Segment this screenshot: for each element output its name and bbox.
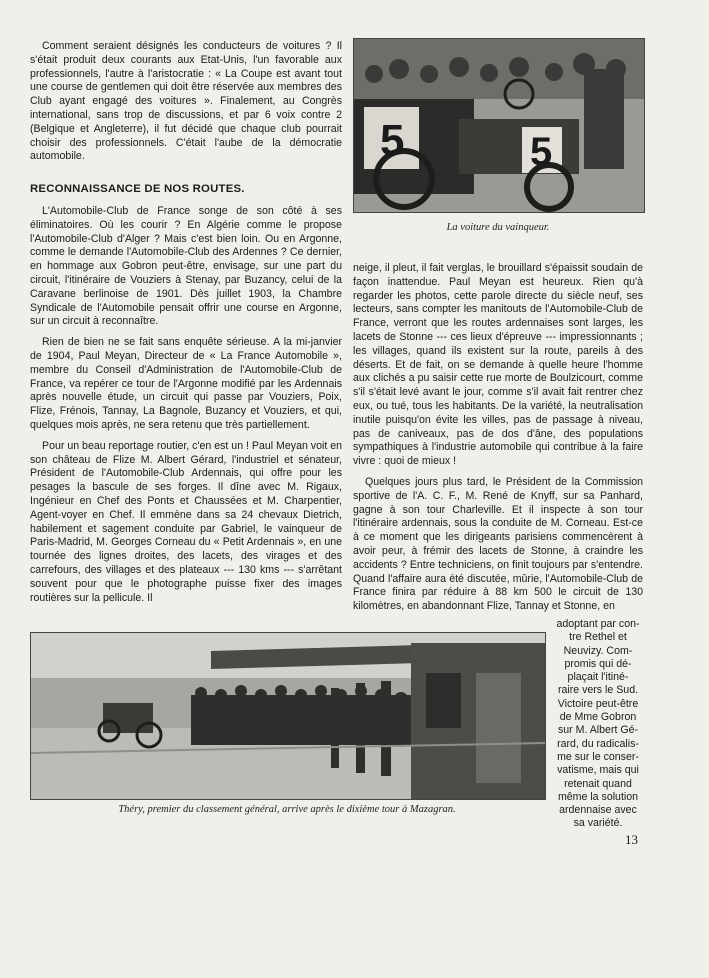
narrow-line: promis qui dé- xyxy=(564,657,632,670)
narrow-line: de Mme Gobron xyxy=(559,711,637,724)
left-column xyxy=(30,205,342,623)
narrow-line: sur M. Albert Gé- xyxy=(557,724,639,737)
narrow-line: même la solution xyxy=(557,790,639,803)
intro-paragraph-block xyxy=(30,40,342,171)
narrow-line: adoptant par con- xyxy=(556,618,640,630)
photo-winner-car xyxy=(353,38,645,213)
photo-bottom-caption: Théry, premier du classement général, arrive après le dixième tour à Mazagran. xyxy=(118,804,456,815)
narrow-line: raire vers le Sud. xyxy=(557,684,639,697)
left-paragraph-1: L'Automobile-Club de France songe de son côté à ses éliminatoires. Où les courir ? En Algérie comme le propose l'Automobile-Club d'Alger ? Mais c'est bien loin. Ou en Argonne, comme le demande l'Automobile-Club des Ardennes ? Ce dernier, en hommage aux Gobron peut-être, envisage, sur une part du circuit, l'itinéraire de Vouziers à Stenay, par Buzancy, celui de la Caravane berlinoise de 1901. Dès juillet 1903, la Chambre Syndicale de l'Automobile pensait offrir une course en Argonne, sur un circuit à reconnaître. xyxy=(30,205,342,328)
right-column xyxy=(353,262,643,622)
narrow-line: me sur le conser- xyxy=(557,750,639,763)
right-paragraph-2: Quelques jours plus tard, le Président de la Commission sportive de l'A. C. F., M. René de Knyff, sur sa Panhard, gagne à son tour Charleville. Et il inspecte à son tour l'itinéraire ardennais, sous la conduite de M. Corneau. Est-ce à ce moment que les dirigeants parisiens commencèrent à avoir peur, à frémir des lacets de Stonne, à craindre les accidents ? Entre techniciens, on finit toujours par s'entendre. Quand l'affaire aura été discutée, mûrie, l'Automobile-Club de France finira par réduire à 88 km 500 le circuit de 130 kilomètres, en abandonnant Flize, Tannay et Stonne, en xyxy=(353,475,643,613)
narrow-line: Victoire peut-être xyxy=(557,697,639,710)
narrow-line: tre Rethel et xyxy=(569,631,627,644)
narrow-line: rard, du radicalis- xyxy=(557,737,639,750)
photo-thery-mazagran xyxy=(30,632,546,800)
narrow-line: retenait quand xyxy=(564,777,632,790)
left-paragraph-2: Rien de bien ne se fait sans enquête sérieuse. A la mi-janvier de 1904, Paul Meyan, Directeur de « La France Automobile », membre du Conseil d'Administration de l'Automobile-Club de France, va repérer ce tour de l'Argonne modifié par les Ardennais après nouvelle étude, un circuit qui passe par Vouziers, Poix, Flize, Frénois, Tannay, La Bagnole, Buzancy et Vouziers, et qui, quelques mois après, ne sera retenu que très partiellement. xyxy=(30,336,342,431)
car-number-left: 5 xyxy=(380,116,405,165)
left-paragraph-3: Pour un beau reportage routier, c'en est un ! Paul Meyan voit en son château de Flize M. Albert Gérard, l'industriel et sénateur, Président de l'Automobile-Club Ardennais, qui offre pour les pesages la bascule de ses forges. Il dîne avec M. Rigaux, Ingénieur en Chef des Ponts et Chaussées et M. Charpentier, Agent-voyer en Chef. Il emmène dans sa 24 chevaux Dietrich, habilement et sagement conduite par Gabriel, le vainqueur de Paris-Madrid, M. Georges Corneau du « Petit Ardennais », en une tournée des lignes droites, des lacets, des virages et des carrefours, des villages et des plateaux --- 130 kms --- s'arrêtant souvent pour que le photographe puisse fixer des images routières sur la pellicule. Il xyxy=(30,439,342,604)
intro-paragraph: Comment seraient désignés les conducteurs de voitures ? Il s'était produit deux courants aux Etat-Unis, l'un favorable aux professionnels, l'autre à l'aristocratie : « La Coupe est avant tout une course de gentlemen qui doit être réservée aux membres des Club ayant engagé des voitures ». Finalement, au Congrès international, sans trop de discussions, et par 6 voix contre 2 (Belgique et Angleterre), il fut décidé que chaque club pourrait choisir des professionnels. C'était l'aube de la démocratie automobile. xyxy=(30,40,342,163)
narrow-column xyxy=(548,618,648,831)
narrow-line: ardennaise avec xyxy=(559,804,637,817)
car-number-right: 5 xyxy=(530,130,553,174)
section-heading: RECONNAISSANCE DE NOS ROUTES. xyxy=(30,183,245,195)
narrow-line: sa variété. xyxy=(573,817,623,830)
page-number: 13 xyxy=(625,832,638,847)
narrow-line: Neuvizy. Com- xyxy=(563,644,633,657)
narrow-line: plaçait l'itiné- xyxy=(567,671,629,684)
narrow-line: vatisme, mais qui xyxy=(557,764,639,777)
right-paragraph-1: neige, il pleut, il fait verglas, le brouillard s'épaissit soudain de façon inattendue. Paul Meyan est heureux. Rien qu'à regarder les photos, cette parole directe du siècle neuf, ses lecteurs, sans compter les manitouts de l'Automobile-Club de France, verront que les routes ardennaises sont larges, les lacets de Stonne --- ces lieux d'épreuve --- impressionnants ; les villages, quand ils existent sur la route, pareils à des déserts. Et de fait, on se demande à quelle heure l'homme aux clichés a pu saisir cette rue morte de Boulzicourt, comme s'il s'était levé avant le jour, comme s'il avait fait rentrer chez eux, ou tué, tous les habitants. De la variété, la neutralisation inutile puisqu'on évite les villes, pas de passage à niveau, pas de caniveaux, pas de dos d'âne, des populations sympathiques à l'industrie automobile qui contribue à la faire vivre : quoi de mieux ! xyxy=(353,262,643,468)
photo-top-caption: La voiture du vainqueur. xyxy=(446,222,550,233)
